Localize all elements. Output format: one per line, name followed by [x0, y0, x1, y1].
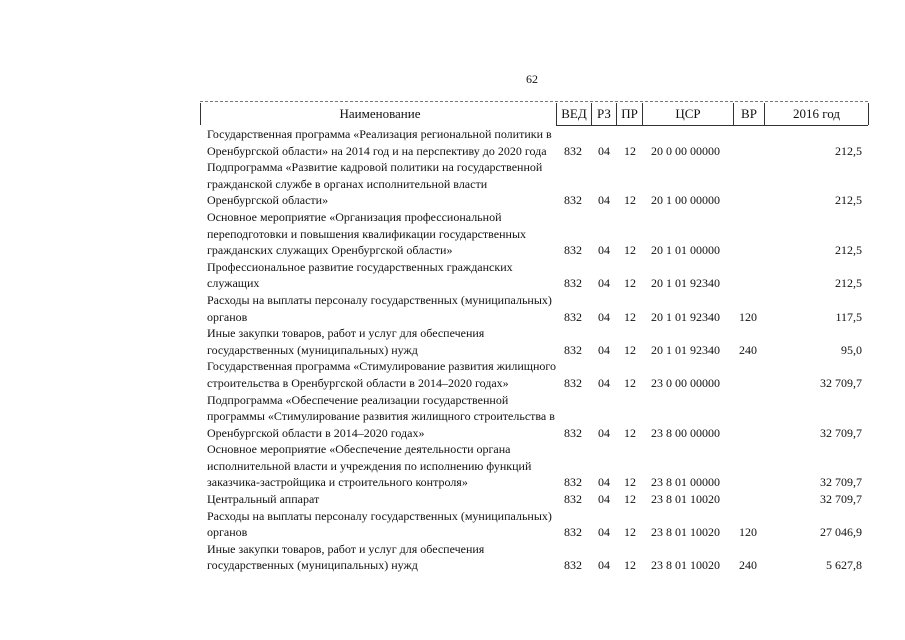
row-pr: 12: [624, 375, 636, 390]
row-vr: 240: [739, 342, 757, 357]
row-ved: 832: [564, 243, 582, 258]
row-sum: 212,5: [835, 143, 862, 158]
row-name: Основное мероприятие «Организация профессиональной переподготовки и повышения квалификации государственных гражданских служащих Оренбургской области»: [207, 209, 527, 258]
row-sum: 27 046,9: [820, 525, 862, 540]
table-row: [0, 126, 905, 159]
row-rz: 04: [598, 525, 610, 540]
row-ved: 832: [564, 143, 582, 158]
row-sum: 212,5: [835, 243, 862, 258]
row-pr: 12: [624, 475, 636, 490]
row-ved: 832: [564, 525, 582, 540]
row-pr: 12: [624, 525, 636, 540]
row-pr: 12: [624, 558, 636, 573]
row-name: Иные закупки товаров, работ и услуг для обеспечения государственных (муниципальных) нужд: [207, 326, 485, 357]
table-row: [0, 209, 905, 259]
row-sum: 32 709,7: [820, 492, 862, 507]
row-pr: 12: [624, 193, 636, 208]
table-row: [0, 441, 905, 491]
row-pr: 12: [624, 243, 636, 258]
row-rz: 04: [598, 375, 610, 390]
table-row: [0, 491, 905, 508]
row-csr: 20 1 01 00000: [651, 243, 720, 258]
table-row: [0, 541, 905, 574]
row-name: Расходы на выплаты персоналу государственных (муниципальных) органов: [207, 292, 552, 324]
row-sum: 32 709,7: [820, 475, 862, 490]
row-ved: 832: [564, 342, 582, 357]
row-ved: 832: [564, 475, 582, 490]
row-vr: 240: [739, 558, 757, 573]
row-ved: 832: [564, 309, 582, 324]
table-row: [0, 508, 905, 541]
row-pr: 12: [624, 143, 636, 158]
row-rz: 04: [598, 475, 610, 490]
table-row: [0, 159, 905, 209]
row-vr: 120: [739, 525, 757, 540]
row-csr: 20 1 01 92340: [651, 276, 720, 291]
header-top-rule: [200, 101, 868, 102]
row-ved: 832: [564, 558, 582, 573]
row-ved: 832: [564, 276, 582, 291]
row-csr: 23 8 01 10020: [651, 492, 720, 507]
header-ved: ВЕД: [561, 106, 587, 121]
table-row: [0, 358, 905, 391]
row-pr: 12: [624, 276, 636, 291]
row-name: Подпрограмма «Развитие кадровой политики на государственной гражданской службе в органах исполнительной власти Оренбургской области»: [207, 160, 543, 208]
row-sum: 32 709,7: [820, 375, 862, 390]
header-csr: ЦСР: [675, 106, 701, 121]
page-number: 62: [526, 72, 538, 86]
row-sum: 5 627,8: [826, 558, 862, 573]
row-csr: 23 8 01 10020: [651, 558, 720, 573]
row-name: Основное мероприятие «Обеспечение деятельности органа исполнительной власти и учреждения по исполнению функций заказчика-застройщика и строительного контроля»: [207, 442, 532, 490]
row-ved: 832: [564, 425, 582, 440]
row-rz: 04: [598, 276, 610, 291]
row-name: Государственная программа «Реализация региональной политики в Оренбургской области» на 2014 год и на перспективу до 2020 года: [207, 127, 552, 158]
row-pr: 12: [624, 309, 636, 324]
table-row: [0, 325, 905, 358]
row-rz: 04: [598, 558, 610, 573]
row-sum: 212,5: [835, 276, 862, 291]
row-pr: 12: [624, 425, 636, 440]
row-ved: 832: [564, 193, 582, 208]
row-name: Расходы на выплаты персоналу государственных (муниципальных) органов: [207, 508, 552, 540]
row-csr: 23 0 00 00000: [651, 375, 720, 390]
table-row: [0, 292, 905, 325]
table-header: [0, 103, 905, 125]
table-row: [0, 392, 905, 442]
row-csr: 23 8 00 00000: [651, 425, 720, 440]
header-vr: ВР: [741, 106, 757, 121]
row-rz: 04: [598, 143, 610, 158]
row-ved: 832: [564, 492, 582, 507]
row-csr: 20 1 01 92340: [651, 309, 720, 324]
row-sum: 32 709,7: [820, 425, 862, 440]
row-csr: 23 8 01 10020: [651, 525, 720, 540]
row-csr: 23 8 01 00000: [651, 475, 720, 490]
column-divider: [200, 103, 201, 125]
header-pr: ПР: [621, 106, 638, 121]
row-ved: 832: [564, 375, 582, 390]
header-name: Наименование: [339, 106, 421, 121]
row-name: Государственная программа «Стимулирование развития жилищного строительства в Оренбургской области в 2014–2020 годах»: [207, 359, 557, 390]
row-name: Подпрограмма «Обеспечение реализации государственной программы «Стимулирование развития жилищного строительства в Оренбургской области в 2014–2020 годах»: [207, 392, 555, 440]
row-rz: 04: [598, 492, 610, 507]
row-rz: 04: [598, 309, 610, 324]
row-vr: 120: [739, 309, 757, 324]
budget-table-body: [0, 126, 905, 574]
row-sum: 117,5: [835, 309, 862, 324]
row-csr: 20 1 00 00000: [651, 193, 720, 208]
row-rz: 04: [598, 425, 610, 440]
row-name: Иные закупки товаров, работ и услуг для обеспечения государственных (муниципальных) нужд: [207, 541, 485, 573]
row-name: Профессиональное развитие государственных гражданских служащих: [207, 259, 513, 291]
header-rz: РЗ: [597, 106, 611, 121]
header-year: 2016 год: [793, 106, 840, 121]
row-rz: 04: [598, 243, 610, 258]
column-divider: [868, 103, 869, 125]
row-sum: 212,5: [835, 193, 862, 208]
row-name: Центральный аппарат: [207, 492, 320, 507]
row-csr: 20 1 01 92340: [651, 342, 720, 357]
row-rz: 04: [598, 193, 610, 208]
table-row: [0, 259, 905, 292]
row-csr: 20 0 00 00000: [651, 143, 720, 158]
row-sum: 95,0: [841, 342, 862, 357]
row-rz: 04: [598, 342, 610, 357]
row-pr: 12: [624, 492, 636, 507]
row-pr: 12: [624, 342, 636, 357]
